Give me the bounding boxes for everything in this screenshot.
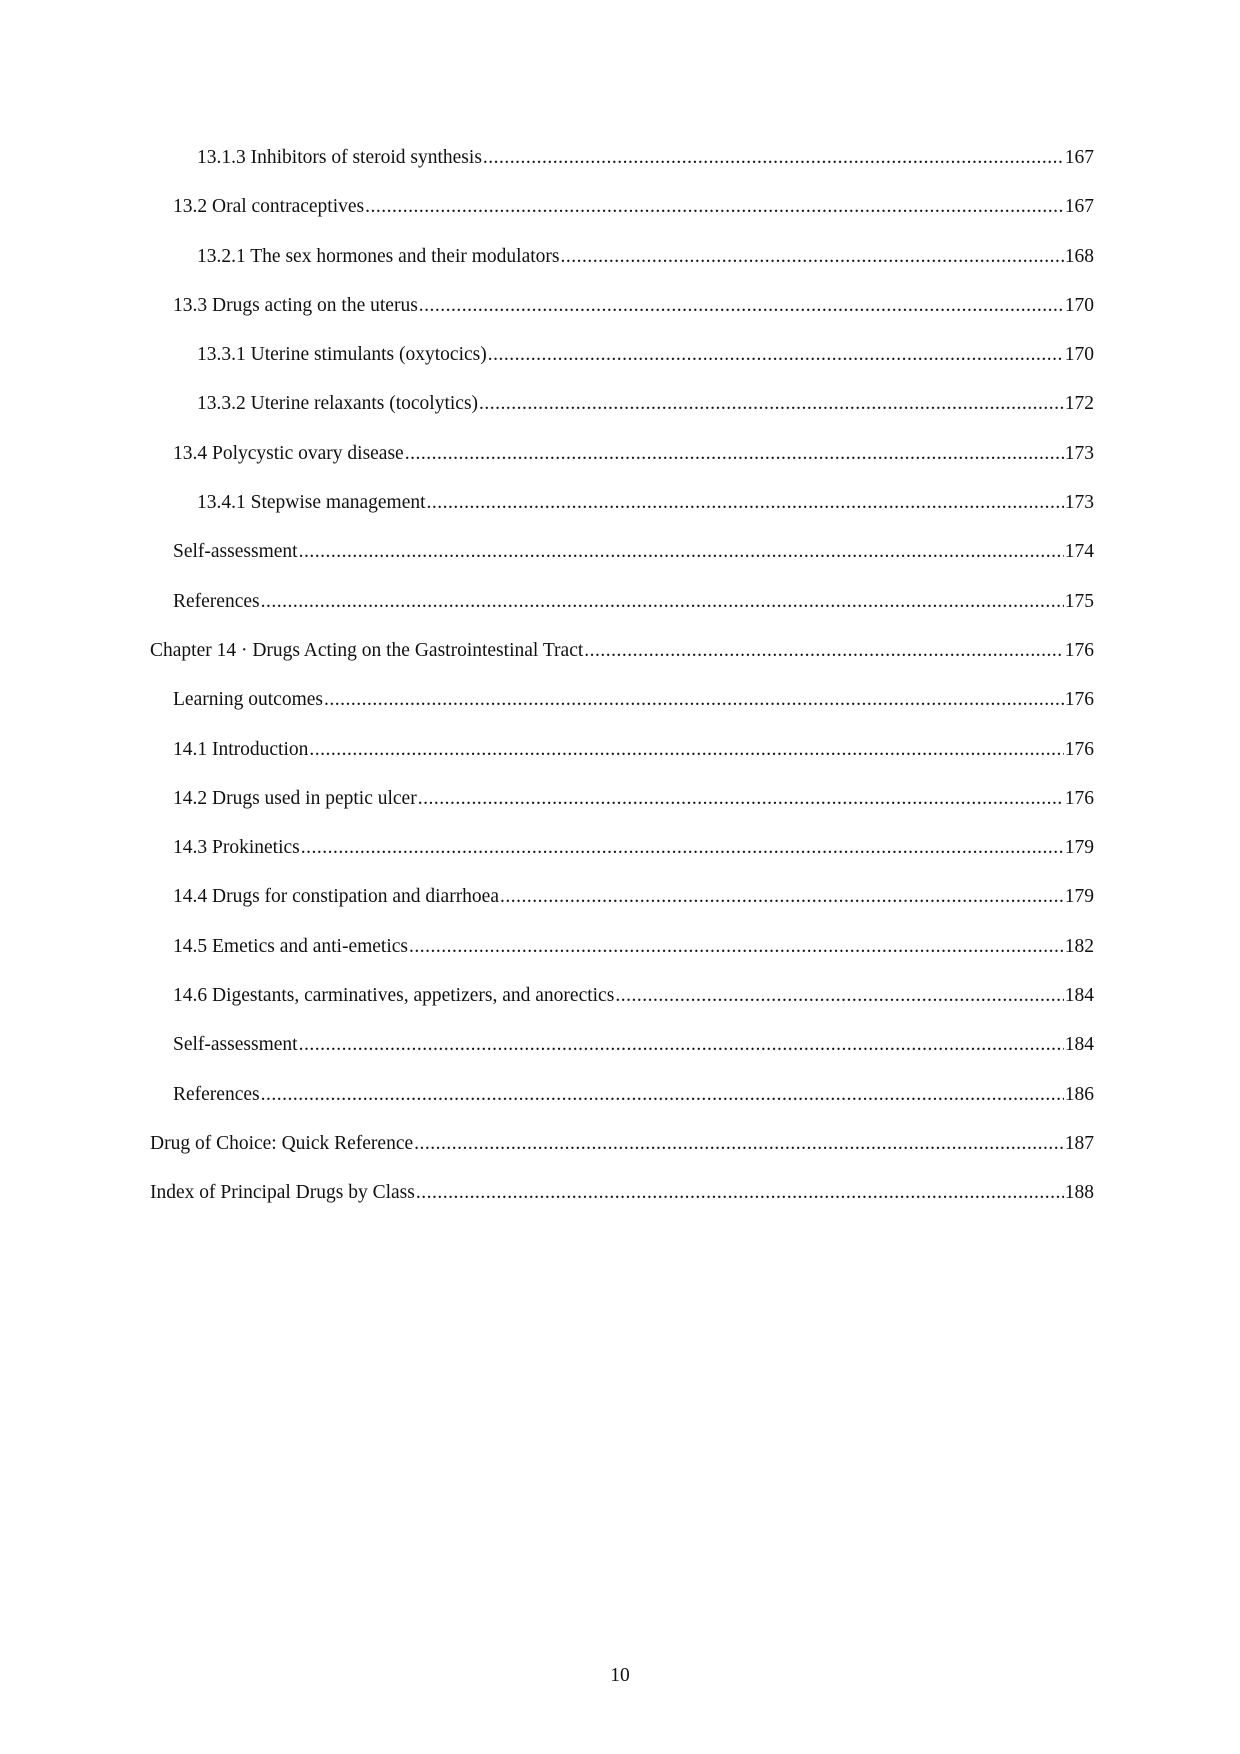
toc-entry[interactable]: [150, 590, 1094, 639]
toc-entry-page-number: 176: [1064, 738, 1094, 760]
toc-entry-title: 14.3 Prokinetics: [173, 837, 300, 859]
toc-entry-page-number: 176: [1064, 689, 1094, 711]
toc-entry-page-number: 170: [1064, 344, 1094, 366]
toc-entry-page-number: 184: [1064, 985, 1094, 1007]
toc-dot-leader: [365, 195, 1064, 219]
toc-entry-title: Self-assessment: [173, 541, 298, 563]
toc-dot-leader: [584, 639, 1063, 663]
table-of-contents: [150, 146, 1094, 1231]
toc-entry[interactable]: [150, 146, 1094, 195]
toc-dot-leader: [416, 1181, 1064, 1205]
toc-entry[interactable]: [150, 688, 1094, 737]
toc-dot-leader: [488, 343, 1064, 367]
toc-entry-title: 13.4 Polycystic ovary disease: [173, 442, 404, 464]
toc-entry-page-number: 167: [1064, 147, 1094, 168]
toc-entry-title: 13.2 Oral contraceptives: [173, 196, 365, 218]
toc-entry-title: Drug of Choice: Quick Reference: [150, 1132, 414, 1154]
toc-entry-title: 14.6 Digestants, carminatives, appetizers, and anorectics: [173, 985, 615, 1007]
toc-entry-page-number: 170: [1064, 294, 1094, 316]
toc-entry-title: Index of Principal Drugs by Class: [150, 1182, 415, 1204]
toc-entry-title: 14.4 Drugs for constipation and diarrhoea: [173, 886, 499, 908]
toc-dot-leader: [500, 885, 1064, 909]
toc-entry[interactable]: [150, 540, 1094, 589]
toc-entry[interactable]: [150, 343, 1094, 392]
toc-entry[interactable]: [150, 787, 1094, 836]
toc-entry-page-number: 186: [1064, 1083, 1094, 1105]
toc-dot-leader: [561, 245, 1064, 269]
toc-entry[interactable]: [150, 1181, 1094, 1230]
toc-entry-page-number: 187: [1064, 1132, 1094, 1154]
toc-entry-page-number: 175: [1064, 590, 1094, 612]
toc-dot-leader: [261, 1083, 1064, 1107]
toc-entry-page-number: 168: [1064, 245, 1094, 267]
toc-dot-leader: [261, 590, 1064, 614]
toc-entry-page-number: 188: [1064, 1182, 1094, 1204]
toc-entry-title: Learning outcomes: [173, 689, 323, 711]
toc-entry-page-number: 179: [1064, 837, 1094, 859]
toc-entry-title: 13.3.2 Uterine relaxants (tocolytics): [197, 393, 479, 415]
toc-dot-leader: [427, 491, 1064, 515]
toc-dot-leader: [299, 540, 1064, 564]
toc-entry[interactable]: [150, 935, 1094, 984]
toc-dot-leader: [309, 738, 1063, 762]
toc-dot-leader: [409, 935, 1064, 959]
toc-entry-title: Self-assessment: [173, 1034, 298, 1056]
toc-entry[interactable]: [150, 738, 1094, 787]
toc-dot-leader: [483, 146, 1064, 170]
toc-dot-leader: [301, 836, 1064, 860]
toc-entry-title: 13.3.1 Uterine stimulants (oxytocics): [197, 344, 487, 366]
toc-entry-title: 13.2.1 The sex hormones and their modulators: [197, 245, 560, 267]
toc-entry-page-number: 173: [1064, 492, 1094, 514]
toc-entry-title: 13.3 Drugs acting on the uterus: [173, 294, 418, 316]
toc-dot-leader: [414, 1132, 1064, 1156]
toc-entry-page-number: 179: [1064, 886, 1094, 908]
toc-entry[interactable]: [150, 491, 1094, 540]
toc-entry-page-number: 176: [1064, 639, 1094, 661]
toc-dot-leader: [419, 294, 1064, 318]
toc-dot-leader: [324, 688, 1064, 712]
toc-entry[interactable]: [150, 836, 1094, 885]
toc-entry-page-number: 172: [1064, 393, 1094, 415]
toc-dot-leader: [615, 984, 1063, 1008]
toc-entry-title: 13.1.3 Inhibitors of steroid synthesis: [197, 147, 482, 168]
toc-entry-page-number: 173: [1064, 442, 1094, 464]
toc-entry-page-number: 167: [1064, 196, 1094, 218]
toc-entry-title: 13.4.1 Stepwise management: [197, 492, 426, 514]
toc-dot-leader: [405, 442, 1064, 466]
toc-entry-title: References: [173, 590, 260, 612]
toc-entry[interactable]: [150, 1083, 1094, 1132]
toc-entry[interactable]: [150, 1033, 1094, 1082]
toc-entry-title: Chapter 14 · Drugs Acting on the Gastrointestinal Tract: [150, 639, 584, 661]
toc-entry[interactable]: [150, 1132, 1094, 1181]
toc-dot-leader: [299, 1033, 1064, 1057]
toc-entry-page-number: 174: [1064, 541, 1094, 563]
toc-entry-title: References: [173, 1083, 260, 1105]
toc-entry-page-number: 184: [1064, 1034, 1094, 1056]
toc-dot-leader: [479, 392, 1064, 416]
toc-entry[interactable]: [150, 885, 1094, 934]
toc-entry[interactable]: [150, 984, 1094, 1033]
page-number: 10: [610, 1665, 630, 1686]
toc-entry-page-number: 182: [1064, 935, 1094, 957]
toc-entry[interactable]: [150, 392, 1094, 441]
toc-entry[interactable]: [150, 442, 1094, 491]
toc-entry-page-number: 176: [1064, 787, 1094, 809]
toc-dot-leader: [418, 787, 1064, 811]
toc-entry[interactable]: [150, 294, 1094, 343]
toc-entry-title: 14.2 Drugs used in peptic ulcer: [173, 787, 417, 809]
toc-entry[interactable]: [150, 245, 1094, 294]
toc-entry-title: 14.5 Emetics and anti-emetics: [173, 935, 409, 957]
toc-entry[interactable]: [150, 639, 1094, 688]
toc-entry-title: 14.1 Introduction: [173, 738, 309, 760]
toc-entry[interactable]: [150, 195, 1094, 244]
